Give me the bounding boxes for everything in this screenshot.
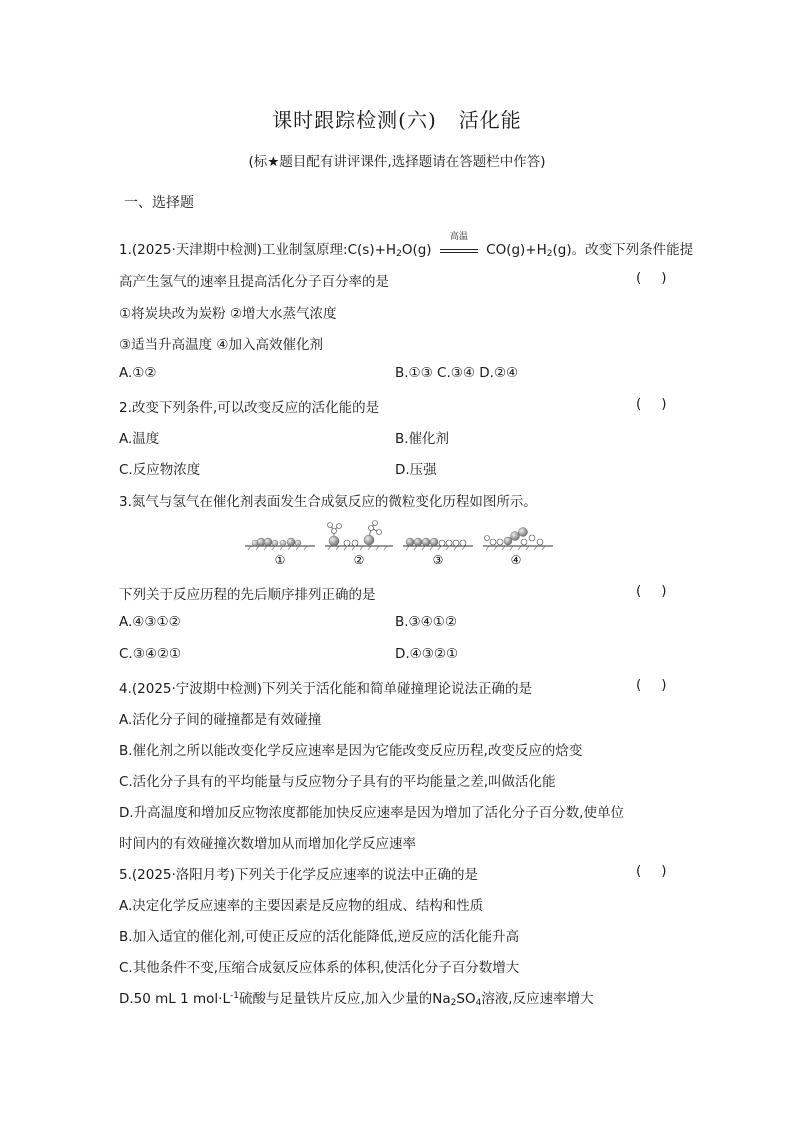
q1-options-bcd[interactable]: B.①③ C.③④ D.②④ [395, 365, 519, 381]
title-main: 课时跟踪检测(六) [272, 108, 437, 132]
q3-option-b[interactable]: B.③④①② [395, 614, 457, 630]
page-title [0, 104, 794, 133]
q2-stem: 2.改变下列条件,可以改变反应的活化能的是 [119, 400, 380, 416]
q4-stem: 4.(2025·宁波期中检测)下列关于活化能和简单碰撞理论说法正确的是 [119, 681, 533, 697]
stage-label-4: ④ [510, 553, 522, 567]
q1-stem-line1: 1.(2025·天津期中检测)工业制氢原理$:C(s)+H_2O(g)$ 高温 $CO(g)+H_2(g)$。改变下列条件能提 [119, 238, 693, 259]
page-subtitle: (标★题目配有讲评课件,选择题请在答题栏中作答) [248, 154, 546, 170]
q3-option-d[interactable]: D.④③②① [395, 646, 459, 662]
stage-3-surface [403, 538, 473, 550]
q2-option-d[interactable]: D.压强 [395, 462, 437, 478]
q4-option-d-line2: 时间内的有效碰撞次数增加从而增加化学反应速率 [119, 836, 416, 852]
q3-question: 下列关于反应历程的先后顺序排列正确的是 [119, 587, 376, 603]
q4-answer-blank[interactable]: ( ) [636, 677, 667, 693]
q5-option-d[interactable]: D.50 mL 1 $mol\cdot L^{-1}$硫酸与足量铁片反应,加入少量的$Na_2SO_4$溶液,反应速率增大 [119, 991, 594, 1008]
stage-label-2: ② [353, 553, 365, 567]
q3-stem: 3.氮气与氢气在催化剂表面发生合成氨反应的微粒变化历程如图所示。 [119, 494, 537, 510]
q4-option-d-line1[interactable]: D.升高温度和增加反应物浓度都能加快反应速率是因为增加了活化分子百分数,使单位 [119, 805, 624, 821]
q2-option-a[interactable]: A.温度 [119, 431, 160, 447]
reaction-arrow [440, 232, 478, 257]
q1-option-a[interactable]: A.①② [119, 365, 157, 381]
q5-option-a[interactable]: A.决定化学反应速率的主要因素是反应物的组成、结构和性质 [119, 898, 484, 914]
q3-option-c[interactable]: C.③④②① [119, 646, 182, 662]
reaction-condition: 高温 [449, 232, 468, 242]
q5-answer-blank[interactable]: ( ) [636, 863, 667, 879]
q1-items-line2: ③适当升高温度 ④加入高效催化剂 [119, 337, 323, 353]
stage-2-surface [325, 521, 393, 551]
q5-option-b[interactable]: B.加入适宜的催化剂,可使正反应的活化能降低,逆反应的活化能升高 [119, 929, 520, 945]
q2-option-b[interactable]: B.催化剂 [395, 431, 450, 447]
q5-option-c[interactable]: C.其他条件不变,压缩合成氨反应体系的体积,使活化分子百分数增大 [119, 960, 520, 976]
stage-label-3: ③ [432, 553, 444, 567]
q1-items-line1: ①将炭块改为炭粉 ②增大水蒸气浓度 [119, 306, 337, 322]
q1-stem-line2: 高产生氢气的速率且提高活化分子百分率的是 [119, 274, 389, 290]
reaction-process-diagram [243, 520, 555, 568]
q4-option-b[interactable]: B.催化剂之所以能改变化学反应速率是因为它能改变反应历程,改变反应的焓变 [119, 743, 583, 759]
q3-option-a[interactable]: A.④③①② [119, 614, 181, 630]
q1-answer-blank[interactable]: ( ) [636, 270, 667, 286]
stage-1-surface [245, 538, 315, 550]
q2-option-c[interactable]: C.反应物浓度 [119, 462, 201, 478]
q2-answer-blank[interactable]: ( ) [636, 396, 667, 412]
section-title: 一、选择题 [124, 195, 194, 211]
title-topic: 活化能 [458, 108, 522, 132]
q4-option-a[interactable]: A.活化分子间的碰撞都是有效碰撞 [119, 712, 322, 728]
q5-stem: 5.(2025·洛阳月考)下列关于化学反应速率的说法中正确的是 [119, 867, 479, 883]
stage-4-surface [483, 528, 553, 551]
q4-option-c[interactable]: C.活化分子具有的平均能量与反应物分子具有的平均能量之差,叫做活化能 [119, 774, 556, 790]
q3-answer-blank[interactable]: ( ) [636, 583, 667, 599]
stage-label-1: ① [274, 553, 286, 567]
